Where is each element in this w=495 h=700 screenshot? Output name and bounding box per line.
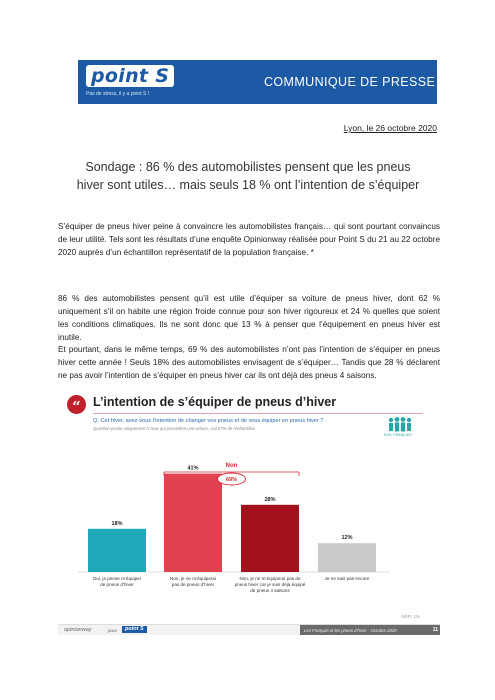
paragraph-stats: 86 % des automobilistes pensent qu’il est utile d’équiper sa voiture de pneus hiver, dont 62 % uniquement s’il on habite une région froide connue pour son hiver rigoureux et 24 % quelles que soient les conditions climatiques. Ils ne sont donc que 13 % à penser que l’équipement en pneus hiver est inutile. xyxy=(58,294,440,342)
logo-text: point S xyxy=(86,65,174,87)
audience-label: ENS. FRANÇAIS xyxy=(384,433,412,437)
slide-note: Question posée uniquement à ceux qui possèdent une voiture, soit 87% de l’échantillon xyxy=(93,426,256,431)
bar-2 xyxy=(164,474,222,572)
footer-right-band xyxy=(300,625,440,635)
bar-value-label-2: 41% xyxy=(187,465,199,472)
slide-question: Q. Cet hiver, avez-vous l’intention de changer vos pneus et de vous équiper en pneus hiver ? xyxy=(93,418,324,424)
slide-title: L’intention de s’équiper de pneus d’hiver xyxy=(93,395,337,409)
logo-tagline: Pas de stress, il y a point S ! xyxy=(86,91,150,97)
slide-footer xyxy=(58,624,440,635)
banner-title: COMMUNIQUE DE PRESSE xyxy=(264,75,436,89)
footer-point-s-logo: point S xyxy=(122,626,147,633)
quote-icon: “ xyxy=(67,395,86,414)
category-label-3-line-3: de pneus 4 saisons xyxy=(250,588,290,593)
headline: Sondage : 86 % des automobilistes pensent que les pneus hiver sont utiles… mais seuls 18 % ont l’intention de s’équiper xyxy=(76,160,420,192)
footer-caption: Les Français et les pneus d’hiver - Octobre 2020 xyxy=(304,627,397,633)
category-label-1-line-1: Oui, je pense m’équiper xyxy=(92,576,142,581)
paragraph-intro: S’équiper de pneus hiver peine à convaincre les automobilistes français… qui sont pourtant convaincus de leur utilité. Tels sont les résultats d’une enquête Opinionway réalisée pour Point S du 21 au 22 octobre 2020 auprès d’un échantillon représentatif de la population française. * xyxy=(58,222,440,257)
footer-pour: pour xyxy=(108,627,118,633)
point-s-logo xyxy=(82,63,188,101)
paragraph-intention: Et pourtant, dans le même temps, 69 % des automobilistes n’ont pas l’intention de s’équiper en pneus hiver cette année ! Seuls 18% des automobilistes envisagent de s’équiper… Tandis que 28 % déclarent ne pas avoir l’intention de s’équiper en pneus hiver car ils ont déjà des pneus 4 saisons. xyxy=(58,345,440,380)
nsp-note: NSP: 1% xyxy=(401,614,420,619)
page-number: 11 xyxy=(432,627,438,633)
bar-value-label-3: 28% xyxy=(264,496,276,503)
group-label: Non xyxy=(225,463,238,469)
bar-value-label-1: 18% xyxy=(111,520,123,527)
category-label-3-line-2: pneus hiver car je suis déjà équipé xyxy=(234,582,306,587)
press-date: Lyon, le 26 octobre 2020 xyxy=(343,123,437,133)
category-label-1-line-2: de pneus d’hiver xyxy=(100,582,134,587)
bar-value-label-4: 12% xyxy=(341,535,353,542)
bar-4 xyxy=(318,543,376,572)
category-label-2-line-2: pas de pneus d’hiver xyxy=(171,582,215,587)
bar-chart xyxy=(58,388,440,624)
press-banner xyxy=(78,60,437,104)
group-value-label: 69% xyxy=(225,477,238,483)
category-label-2-line-1: Non, je ne m’équiperai xyxy=(170,576,216,581)
survey-slide xyxy=(58,388,440,633)
bar-3 xyxy=(241,505,299,572)
opinionway-logo: opinionway xyxy=(64,627,92,633)
category-label-4-line-1: Je ne sais pas encore xyxy=(324,576,370,581)
category-label-3-line-1: Non, je ne m’équiperai pas de xyxy=(239,576,301,581)
bar-1 xyxy=(88,529,146,572)
